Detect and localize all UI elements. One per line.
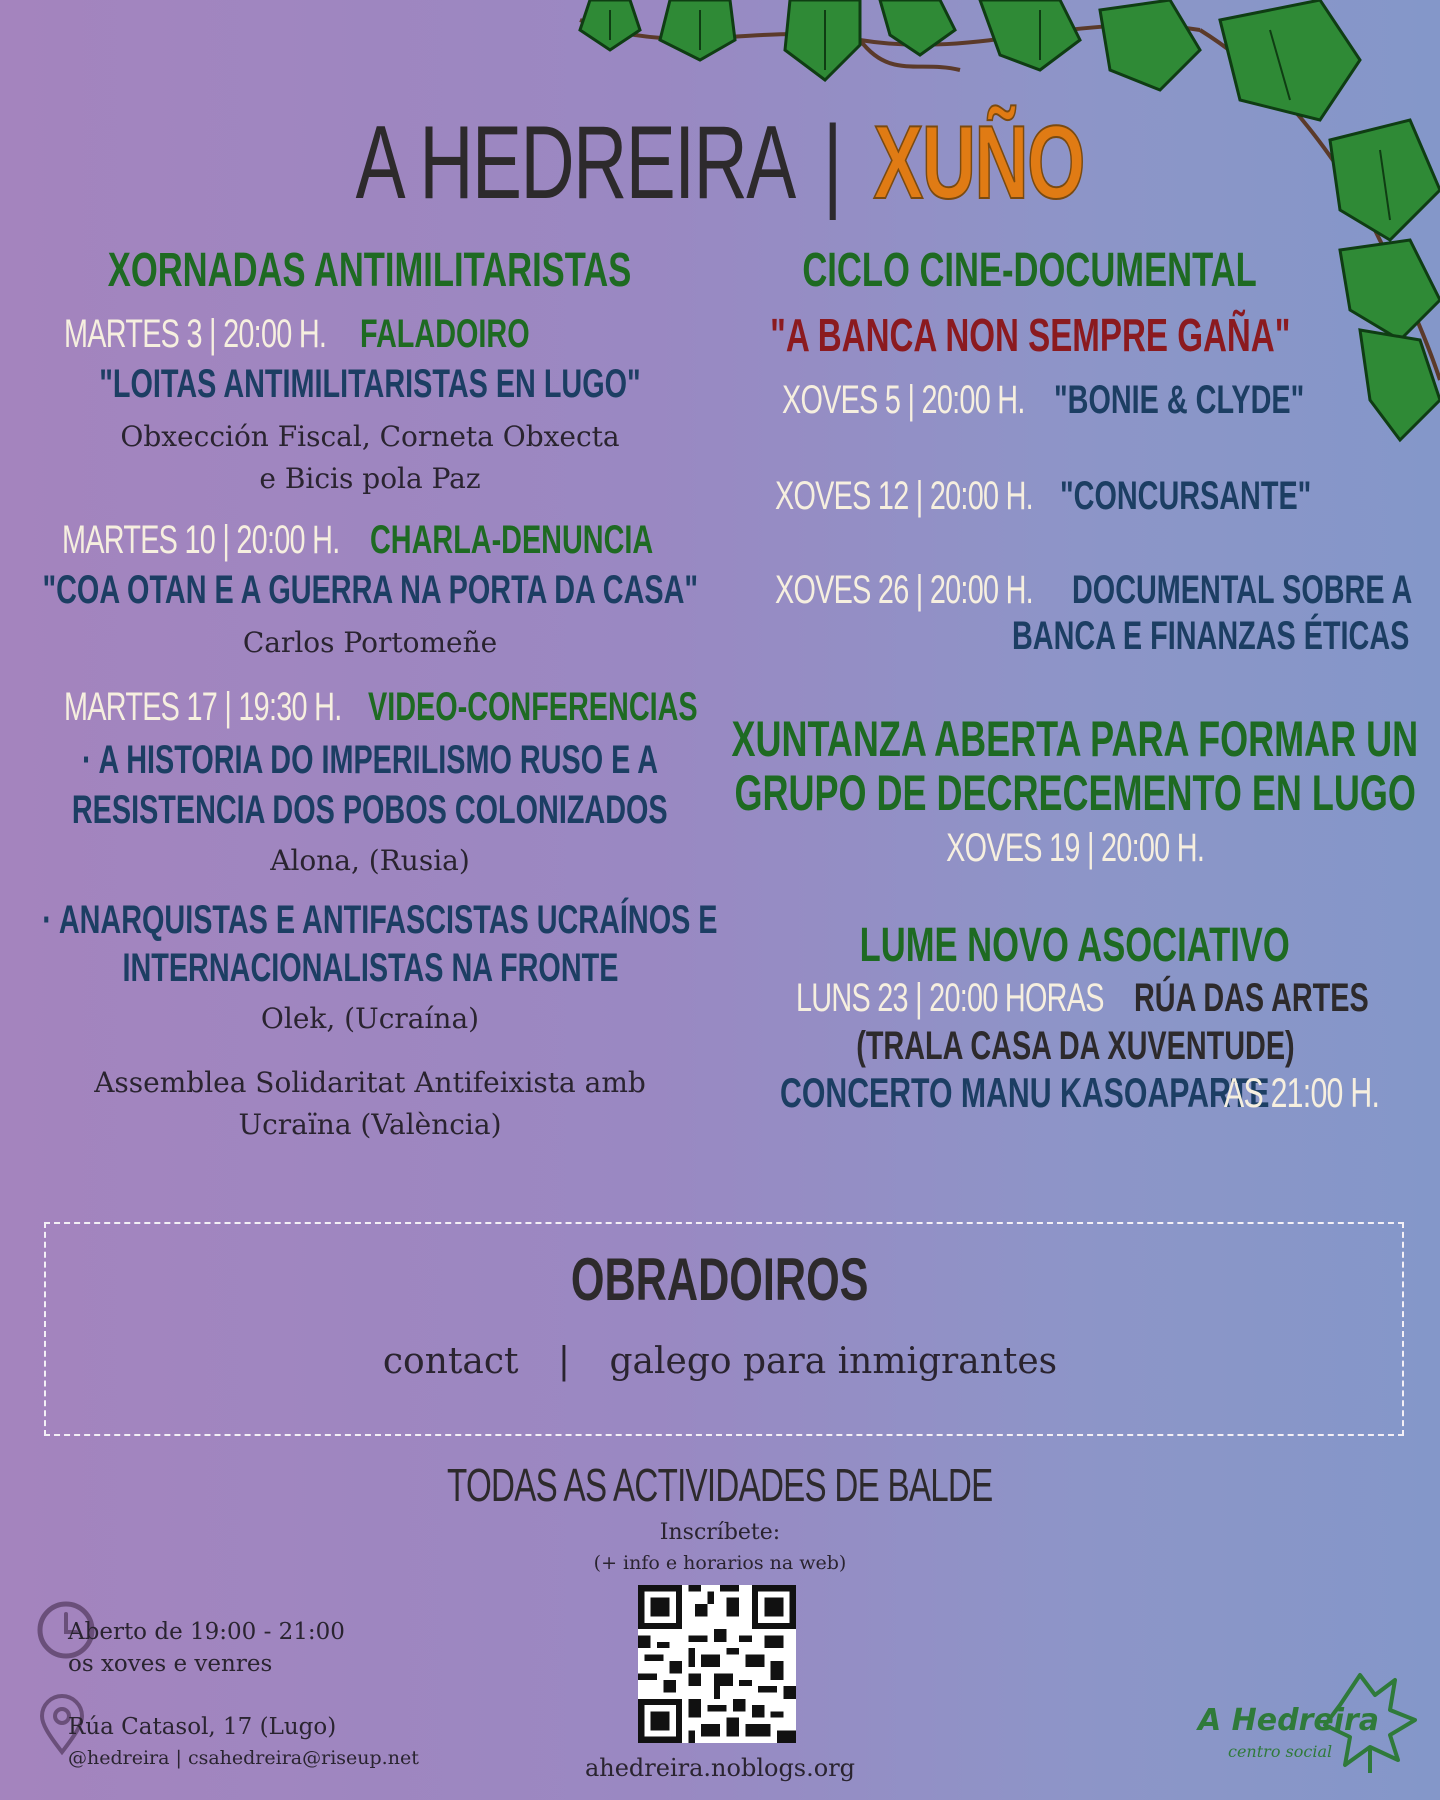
screening-2-time: XOVES 12 | 20:00 H. [775, 474, 1033, 518]
event-1-speakers-line2: e Bicis pola Paz [259, 462, 481, 495]
meeting-line2-wrap [734, 765, 1416, 821]
talk-2-line1-wrap [20, 898, 740, 942]
logo-tagline: centro social [1228, 1742, 1333, 1761]
event-2-type: CHARLA-DENUNCIA [370, 518, 654, 562]
header-separator: | [823, 105, 842, 221]
event-1-type: FALADOIRO [360, 312, 530, 356]
header [0, 105, 1440, 221]
event-1-speakers [40, 416, 700, 500]
screening-2-film: "CONCURSANTE" [1060, 474, 1312, 518]
talk-1-line1: · A HISTORIA DO IMPERILISMO RUSO E A [81, 738, 659, 782]
obradoiros-title-wrap [0, 1248, 1440, 1312]
month-title: XUÑO [873, 105, 1085, 221]
qr-code[interactable] [638, 1585, 796, 1743]
free-note-wrap [0, 1460, 1440, 1510]
meeting-line2: GRUPO DE DECRECEMENTO EN LUGO [734, 765, 1416, 821]
concert-time-wrap [1224, 1070, 1439, 1116]
obradoiros-title: OBRADOIROS [571, 1246, 869, 1313]
cycle-subtitle-wrap [740, 310, 1320, 360]
obradoiros-items [0, 1338, 1440, 1386]
talk-2-speaker: Olek, (Ucraína) [260, 1002, 480, 1035]
screening-1-film-wrap [1054, 378, 1402, 422]
address: Rúa Catasol, 17 (Lugo) [68, 1714, 337, 1740]
event-3-time: MARTES 17 | 19:30 H. [64, 685, 342, 729]
brand-name: A HEDREIRA [355, 105, 791, 221]
talk-1-line1-wrap [30, 738, 710, 782]
website-link[interactable]: ahedreira.noblogs.org [584, 1754, 856, 1782]
screening-3-film-line2-wrap [1012, 614, 1440, 658]
cycle-title-wrap [760, 245, 1300, 297]
left-section-title: XORNADAS ANTIMILITARISTAS [108, 244, 632, 297]
meeting-time-wrap [740, 826, 1410, 870]
lume-place-line2: (TRALA CASA DA XUVENTUDE) [855, 1024, 1295, 1068]
screening-3-time: XOVES 26 | 20:00 H. [775, 568, 1033, 612]
lume-place-line2-wrap [740, 1024, 1410, 1068]
logo-name: A Hedreira [1198, 1703, 1380, 1738]
event-2-title: "COA OTAN E A GUERRA NA PORTA DA CASA" [42, 568, 698, 612]
workshop-separator: | [557, 1341, 571, 1382]
screening-3-film-line2: BANCA E FINANZAS ÉTICAS [1012, 614, 1410, 658]
workshop-galego: galego para inmigrantes [609, 1341, 1058, 1382]
event-2-time: MARTES 10 | 20:00 H. [62, 518, 340, 562]
meeting-time: XOVES 19 | 20:00 H. [946, 826, 1204, 870]
talk-1-line2: RESISTENCIA DOS POBOS COLONIZADOS [72, 788, 668, 832]
event-2-type-wrap [370, 518, 763, 562]
lume-title: LUME NOVO ASOCIATIVO [859, 919, 1291, 972]
workshop-contact: contact [382, 1341, 519, 1382]
organizer [40, 1062, 700, 1146]
signup-note: (+ info e horarios na web) [593, 1552, 847, 1574]
talk-1-line2-wrap [30, 788, 710, 832]
screening-1-time: XOVES 5 | 20:00 H. [782, 378, 1025, 422]
screening-3-film-line1: DOCUMENTAL SOBRE A [1072, 568, 1413, 612]
event-3-type: VIDEO-CONFERENCIAS [368, 685, 698, 729]
event-1-speakers-line1: Obxección Fiscal, Corneta Obxecta [120, 420, 620, 453]
screening-2-film-wrap [1060, 474, 1409, 518]
organizer-line2: Ucraïna (València) [238, 1108, 502, 1141]
signup-label: Inscríbete: [659, 1520, 781, 1545]
screening-1-film: "BONIE & CLYDE" [1054, 378, 1305, 422]
talk-1-speaker: Alona, (Rusia) [270, 844, 470, 877]
concert-label: CONCERTO MANU KASOAPARTE [780, 1069, 1270, 1116]
concert-time: AS 21:00 H. [1224, 1069, 1380, 1116]
lume-place-line1: RÚA DAS ARTES [1134, 976, 1369, 1020]
opening-hours-line2: os xoves e venres [68, 1651, 273, 1677]
event-2-speaker: Carlos Portomeñe [242, 626, 498, 659]
opening-hours [68, 1616, 345, 1680]
screening-3-film-line1-wrap [1072, 568, 1440, 612]
meeting-line1-wrap [731, 711, 1419, 767]
lume-place-line1-wrap [1134, 976, 1440, 1020]
event-1-title: "LOITAS ANTIMILITARISTAS EN LUGO" [99, 362, 641, 406]
lume-time: LUNS 23 | 20:00 HORAS [796, 976, 1104, 1020]
event-2-title-wrap [20, 568, 720, 612]
cycle-title: CICLO CINE-DOCUMENTAL [802, 244, 1258, 297]
free-activities-note: TODAS AS ACTIVIDADES DE BALDE [447, 1459, 993, 1511]
contact-info[interactable]: @hedreira | csahedreira@riseup.net [68, 1747, 419, 1769]
cycle-subtitle: "A BANCA NON SEMPRE GAÑA" [769, 309, 1291, 361]
talk-2-line2-wrap [20, 946, 720, 990]
talk-2-line1: · ANARQUISTAS E ANTIFASCISTAS UCRAÍNOS E [42, 898, 718, 942]
opening-hours-line1: Aberto de 19:00 - 21:00 [68, 1619, 345, 1645]
event-1-title-wrap [40, 362, 700, 406]
event-1-type-wrap [360, 312, 596, 356]
organizer-line1: Assemblea Solidaritat Antifeixista amb [94, 1066, 646, 1099]
meeting-line1: XUNTANZA ABERTA PARA FORMAR UN [731, 711, 1419, 767]
event-1-time: MARTES 3 | 20:00 H. [64, 312, 327, 356]
talk-2-line2: INTERNACIONALISTAS NA FRONTE [122, 946, 618, 990]
lume-title-wrap [740, 920, 1410, 972]
